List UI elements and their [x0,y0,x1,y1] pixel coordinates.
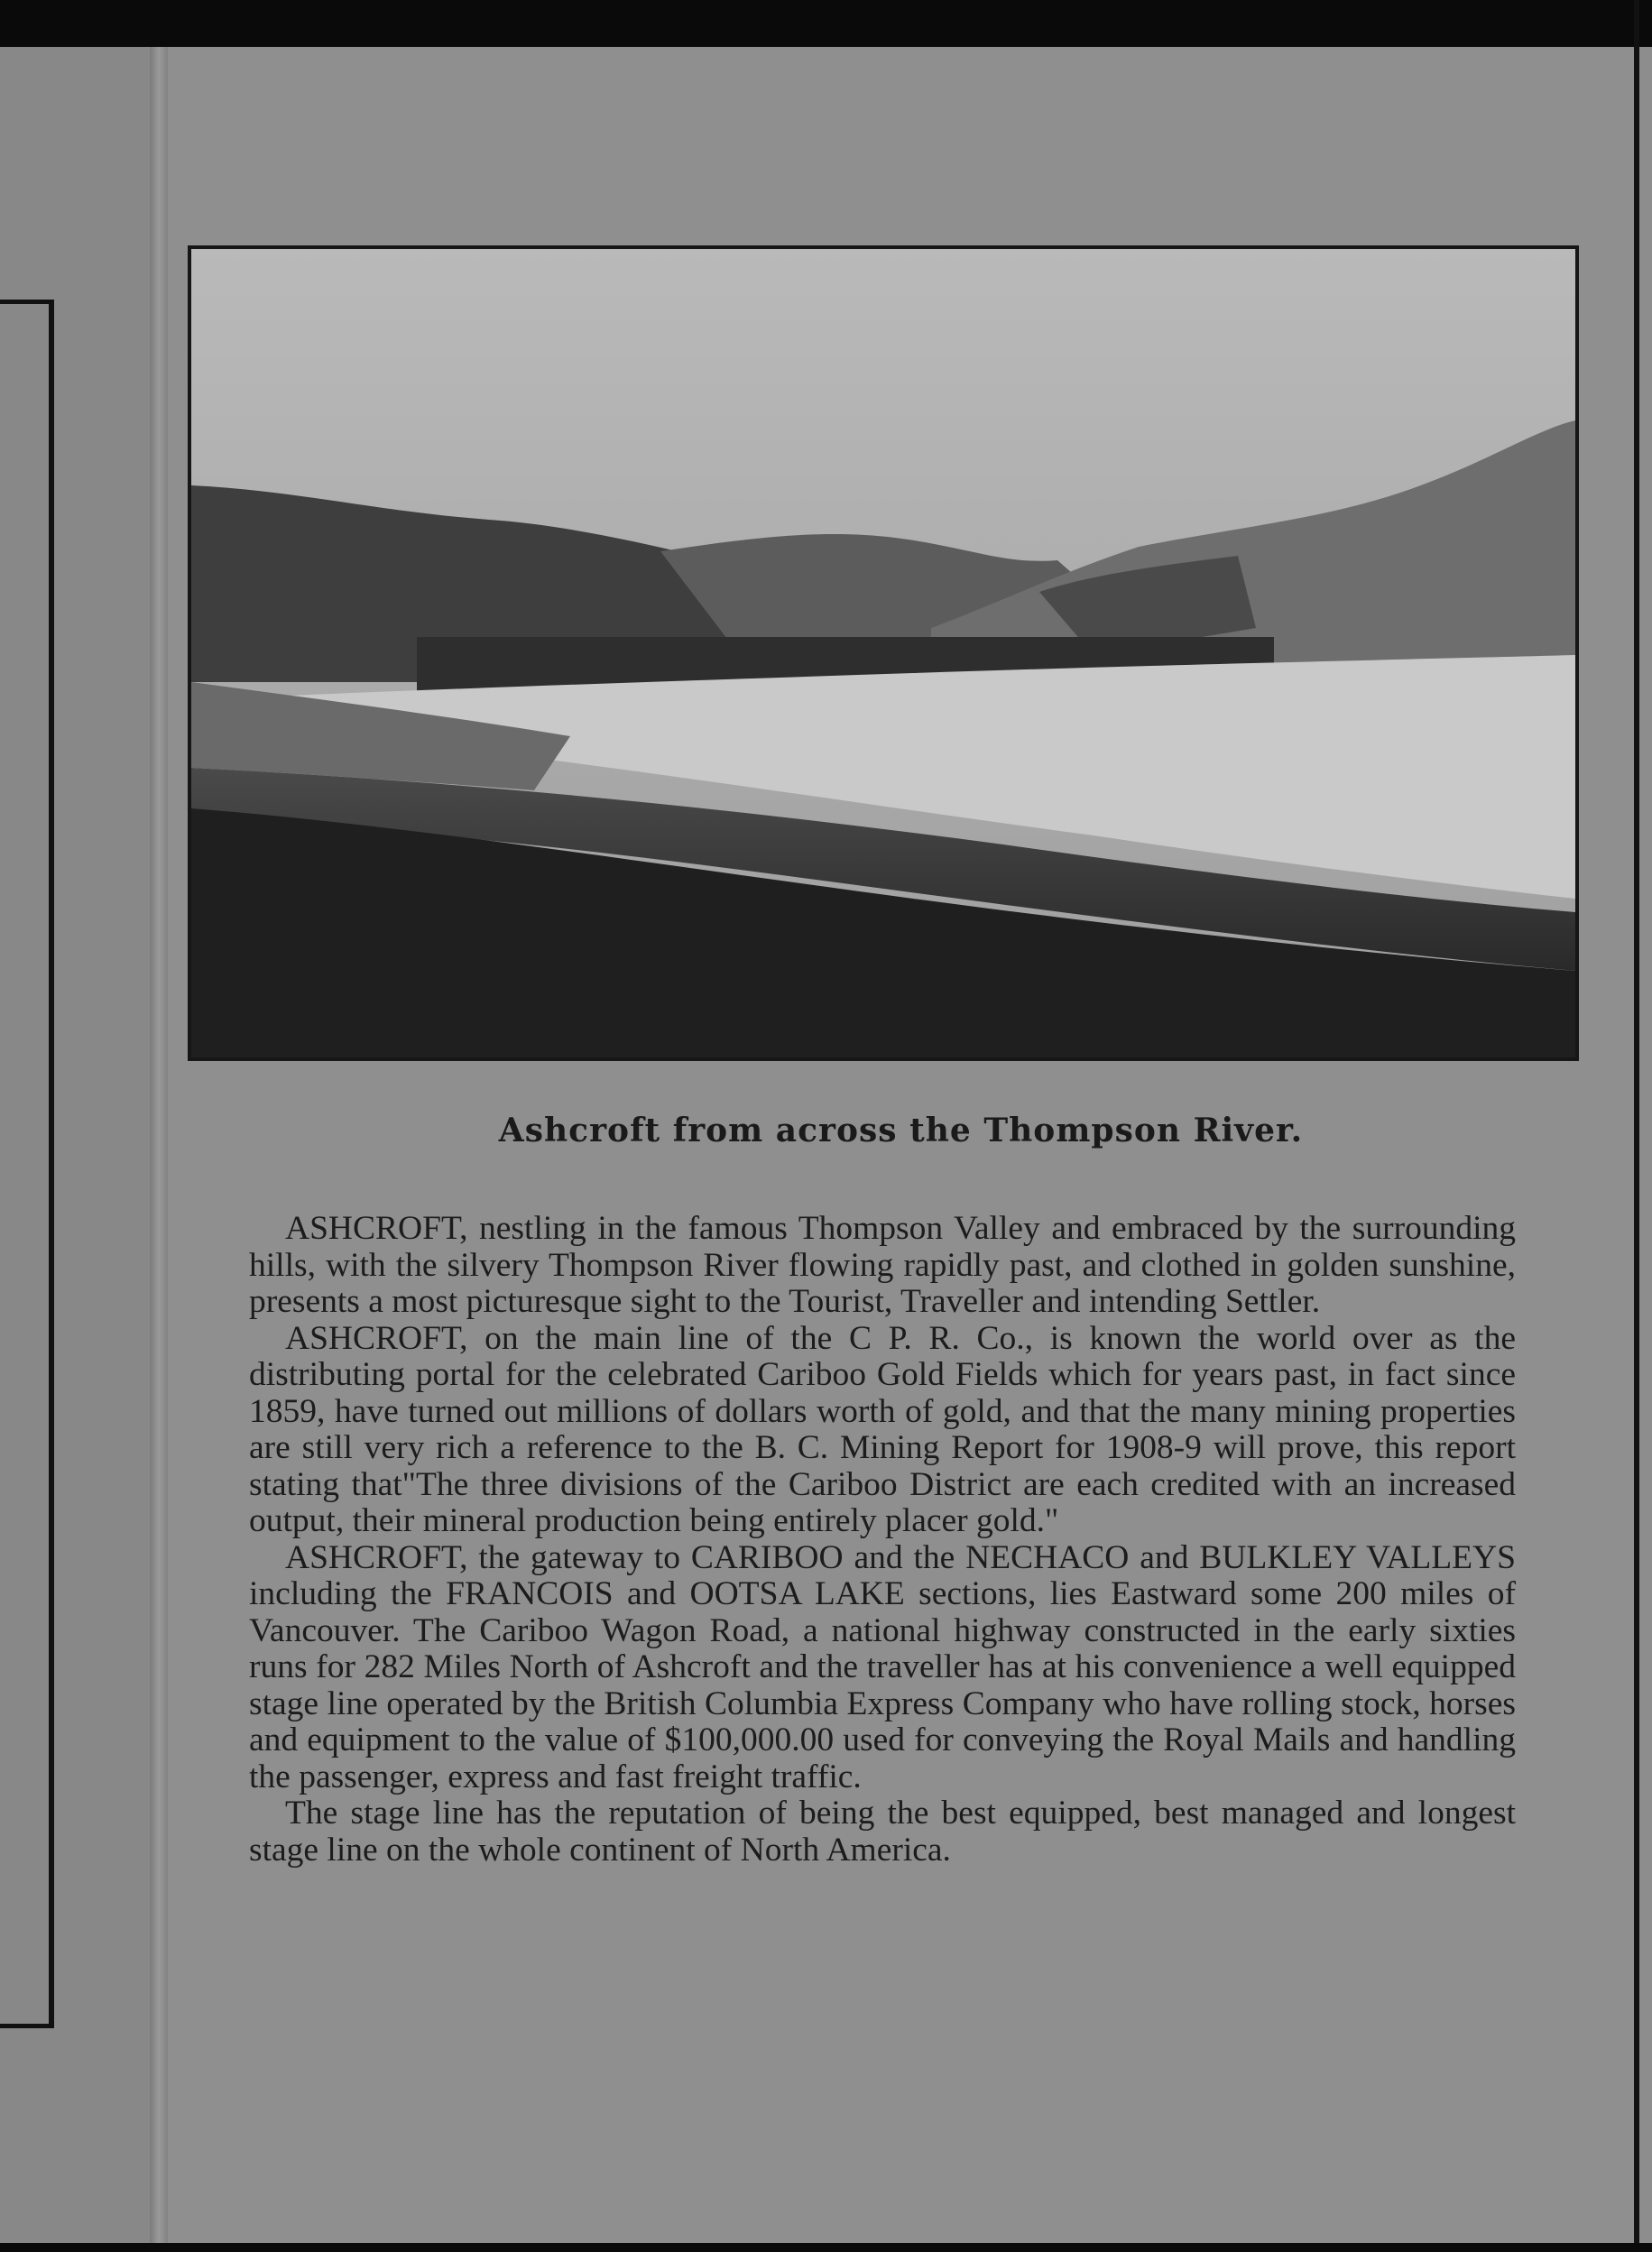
facing-page-frame [0,300,54,2028]
paragraph-stage-line: The stage line has the reputation of being the best equipped, best managed and longest stage line on the whole continent of North America. [249,1795,1516,1869]
landscape-photograph [188,245,1579,1061]
scan-top-border [0,0,1652,47]
paragraph-intro: ASHCROFT, nestling in the famous Thompson Valley and embraced by the surrounding hills, with the silvery Thompson River flowing rapidly past, and clothed in golden sunshine, presents a most picturesque sight to the Tourist, Traveller and intending Settler. [249,1210,1516,1320]
paragraph-gateway: ASHCROFT, the gateway to CARIBOO and the NECHACO and BULKLEY VALLEYS including the FRANCOIS and OOTSA LAKE sections, lies Eastward some 200 miles of Vancouver. The Cariboo Wagon Road, a national highway constructed in the early sixties runs for 282 Miles North of Ashcroft and the traveller has at his convenience a well equipped stage line operated by the British Columbia Express Company who have rolling stock, horses and equipment to the value of $100,000.00 used for conveying the Royal Mails and handling the passenger, express and fast freight traffic. [249,1538,1516,1795]
scan-right-border [1634,0,1639,2252]
paragraph-mining: ASHCROFT, on the main line of the C P. R. Co., is known the world over as the distributing portal for the celebrated Cariboo Gold Fields which for years past, in fact since 1859, have turned out millions of dollars worth of gold, and that the many mining properties are still very rich a reference to the B. C. Mining Report for 1908-9 will prove, this report stating that"The three divisions of the Cariboo District are each credited with an increased output, their mineral production being entirely placer gold." [249,1319,1516,1539]
scan-bottom-border [0,2243,1652,2252]
article-body [249,1211,1516,1869]
facing-page-edge [0,47,159,2243]
photo-caption: Ashcroft from across the Thompson River. [498,1112,1304,1149]
book-gutter [150,47,168,2243]
